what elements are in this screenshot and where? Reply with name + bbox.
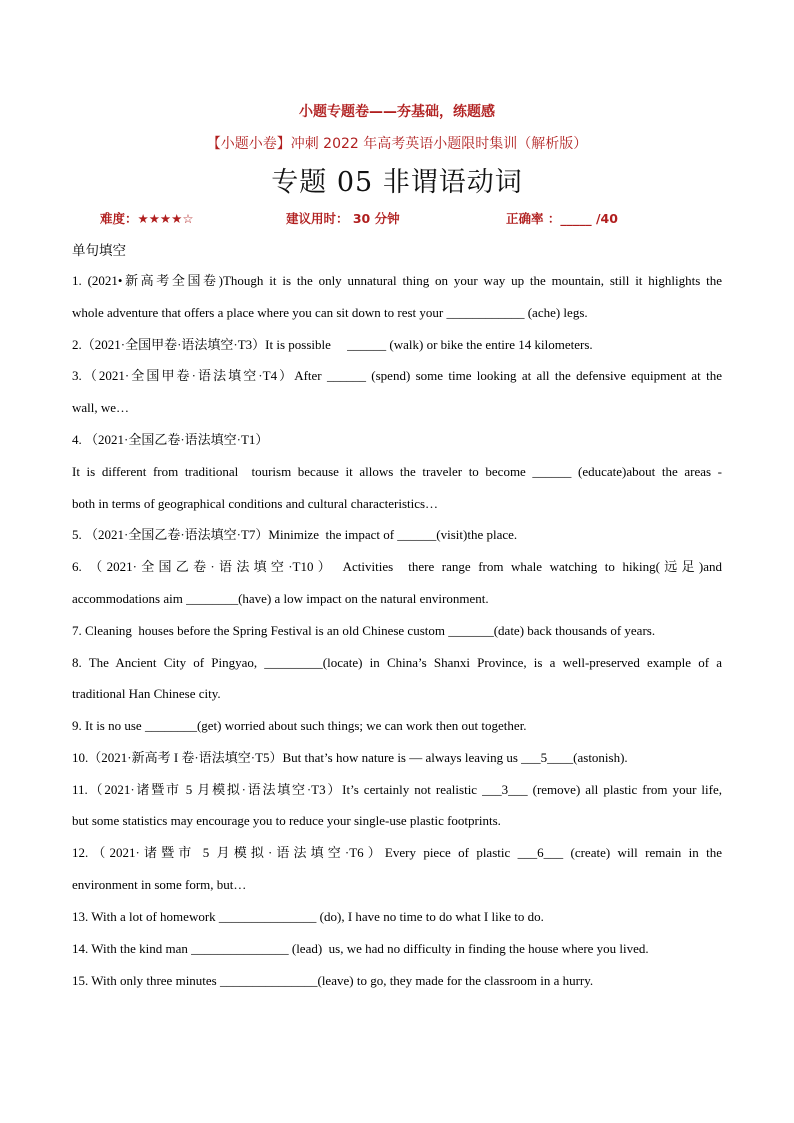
question-line: 5. （2021·全国乙卷·语法填空·T7）Minimize the impact of ______(visit)the place. [72, 527, 518, 542]
question-line: 14. With the kind man _______________ (lead) us, we had no difficulty in finding the house where you lived. [72, 941, 649, 956]
question-line: 13. With a lot of homework _______________ (do), I have no time to do what I like to do. [72, 909, 544, 924]
slogan: 小题专题卷——夯基础，练题感 [299, 104, 495, 120]
question-line: 6. （2021·全国乙卷·语法填空·T10） Activities there range from whale watching to hiking(远足)and [72, 559, 722, 574]
section-label: 单句填空 [72, 243, 126, 259]
accuracy-score: 正确率 ：_____ /40 [506, 211, 618, 226]
question-line: traditional Han Chinese city. [72, 686, 221, 701]
question-line: environment in some form, but… [72, 877, 247, 892]
question-line: 15. With only three minutes _______________(leave) to go, they made for the classroom in a hurry. [72, 973, 594, 988]
question-line: It is different from traditional tourism because it allows the traveler to become ______ (educate)about the areas - [72, 464, 722, 479]
question-line: 12.（2021·诸暨市 5 月模拟·语法填空·T6）Every piece of plastic ___6___ (create) will remain in the [72, 845, 722, 860]
question-line: 7. Cleaning houses before the Spring Festival is an old Chinese custom _______(date) back thousands of years. [72, 623, 656, 638]
question-line: accommodations aim ________(have) a low impact on the natural environment. [72, 591, 489, 606]
question-line: 1. (2021•新高考全国卷)Though it is the only unnatural thing on your way up the mountain, still it highlights the [72, 273, 722, 288]
question-line: 10.（2021·新高考 I 卷·语法填空·T5）But that’s how nature is — always leaving us ___5____(astonish). [72, 750, 628, 765]
suggested-time: 建议用时： 30 分钟 [286, 211, 400, 226]
question-line: whole adventure that offers a place where you can sit down to rest your ____________ (ache) legs. [72, 305, 588, 320]
difficulty-rating: 难度：★★★★☆ [100, 211, 194, 226]
meta-bar [100, 209, 660, 227]
question-line: 4. （2021·全国乙卷·语法填空·T1） [72, 432, 269, 447]
question-line: 8. The Ancient City of Pingyao, _________(locate) in China’s Shanxi Province, is a well-preserved example of a [72, 655, 722, 670]
question-line: 11.（2021·诸暨市 5 月模拟·语法填空·T3）It’s certainly not realistic ___3___ (remove) all plastic from your life, [72, 782, 722, 797]
question-line: wall, we… [72, 400, 130, 415]
question-line: 9. It is no use ________(get) worried about such things; we can work then out together. [72, 718, 527, 733]
question-line: 3.（2021·全国甲卷·语法填空·T4）After ______ (spend) some time looking at all the defensive equipment at the [72, 368, 722, 383]
question-line: but some statistics may encourage you to reduce your single-use plastic footprints. [72, 813, 501, 828]
question-line: 2.（2021·全国甲卷·语法填空·T3）It is possible ______ (walk) or bike the entire 14 kilometers. [72, 337, 593, 352]
subtitle: 【小题小卷】冲刺 2022 年高考英语小题限时集训（解析版） [206, 136, 588, 152]
page-title: 专题 05 非谓语动词 [271, 167, 523, 198]
question-line: both in terms of geographical conditions and cultural characteristics… [72, 496, 439, 511]
